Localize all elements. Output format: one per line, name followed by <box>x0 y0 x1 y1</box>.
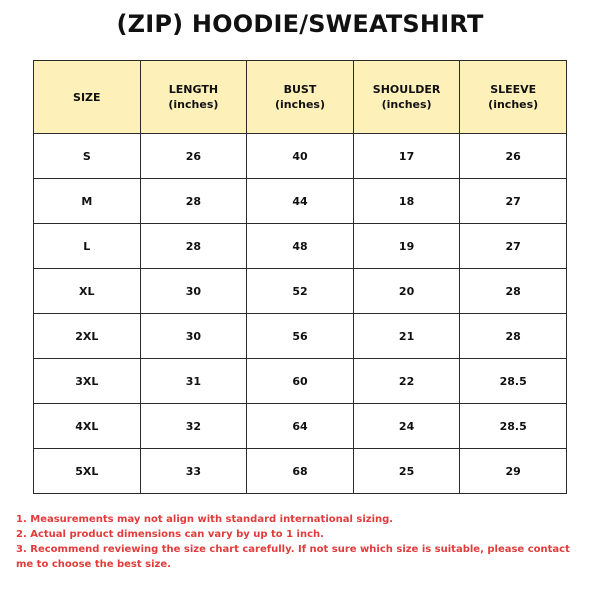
header-label: SHOULDER <box>372 83 441 96</box>
bust-cell: 56 <box>247 314 354 359</box>
bust-cell: 60 <box>247 359 354 404</box>
table-row <box>34 224 567 269</box>
sleeve-cell: 29 <box>460 449 567 494</box>
note-line: 3. Recommend reviewing the size chart carefully. If not sure which size is suitable, please contact me to choose the best size. <box>16 544 570 570</box>
size-chart-table <box>33 60 567 494</box>
bust-cell: 48 <box>247 224 354 269</box>
header-unit: (inches) <box>274 98 325 111</box>
bust-cell: 68 <box>247 449 354 494</box>
header-shoulder <box>353 61 460 134</box>
note-line: 2. Actual product dimensions can vary by up to 1 inch. <box>16 529 324 540</box>
header-label: SLEEVE <box>490 83 537 96</box>
shoulder-cell: 17 <box>353 134 460 179</box>
sleeve-cell: 26 <box>460 134 567 179</box>
header-unit: (inches) <box>488 98 539 111</box>
length-cell: 28 <box>140 179 247 224</box>
header-sleeve <box>460 61 567 134</box>
size-cell: M <box>34 179 141 224</box>
sleeve-cell: 28 <box>460 314 567 359</box>
length-cell: 31 <box>140 359 247 404</box>
size-cell: 5XL <box>34 449 141 494</box>
bust-cell: 44 <box>247 179 354 224</box>
shoulder-cell: 18 <box>353 179 460 224</box>
shoulder-cell: 24 <box>353 404 460 449</box>
shoulder-cell: 19 <box>353 224 460 269</box>
size-cell: 4XL <box>34 404 141 449</box>
shoulder-cell: 20 <box>353 269 460 314</box>
table-row <box>34 269 567 314</box>
header-length <box>140 61 247 134</box>
table-row <box>34 359 567 404</box>
table-header <box>34 61 567 134</box>
header-unit: (inches) <box>381 98 432 111</box>
page-title: (ZIP) HOODIE/SWEATSHIRT <box>116 10 484 38</box>
length-cell: 26 <box>140 134 247 179</box>
header-row <box>34 61 567 134</box>
notes-section <box>16 512 588 572</box>
table-row <box>34 179 567 224</box>
length-cell: 32 <box>140 404 247 449</box>
size-cell: 2XL <box>34 314 141 359</box>
table-body <box>34 134 567 494</box>
header-label: LENGTH <box>168 83 219 96</box>
shoulder-cell: 21 <box>353 314 460 359</box>
shoulder-cell: 25 <box>353 449 460 494</box>
sleeve-cell: 27 <box>460 224 567 269</box>
sleeve-cell: 27 <box>460 179 567 224</box>
table-row <box>34 404 567 449</box>
header-label: SIZE <box>73 90 101 104</box>
header-size <box>34 61 141 134</box>
bust-cell: 40 <box>247 134 354 179</box>
shoulder-cell: 22 <box>353 359 460 404</box>
bust-cell: 64 <box>247 404 354 449</box>
length-cell: 28 <box>140 224 247 269</box>
header-label: BUST <box>283 83 317 96</box>
sleeve-cell: 28.5 <box>460 359 567 404</box>
length-cell: 33 <box>140 449 247 494</box>
header-bust <box>247 61 354 134</box>
bust-cell: 52 <box>247 269 354 314</box>
sleeve-cell: 28 <box>460 269 567 314</box>
length-cell: 30 <box>140 314 247 359</box>
length-cell: 30 <box>140 269 247 314</box>
table-row <box>34 134 567 179</box>
header-unit: (inches) <box>168 98 219 111</box>
table-row <box>34 314 567 359</box>
size-cell: 3XL <box>34 359 141 404</box>
note-line: 1. Measurements may not align with standard international sizing. <box>16 514 394 525</box>
size-cell: XL <box>34 269 141 314</box>
size-cell: S <box>34 134 141 179</box>
table-row <box>34 449 567 494</box>
size-cell: L <box>34 224 141 269</box>
sleeve-cell: 28.5 <box>460 404 567 449</box>
